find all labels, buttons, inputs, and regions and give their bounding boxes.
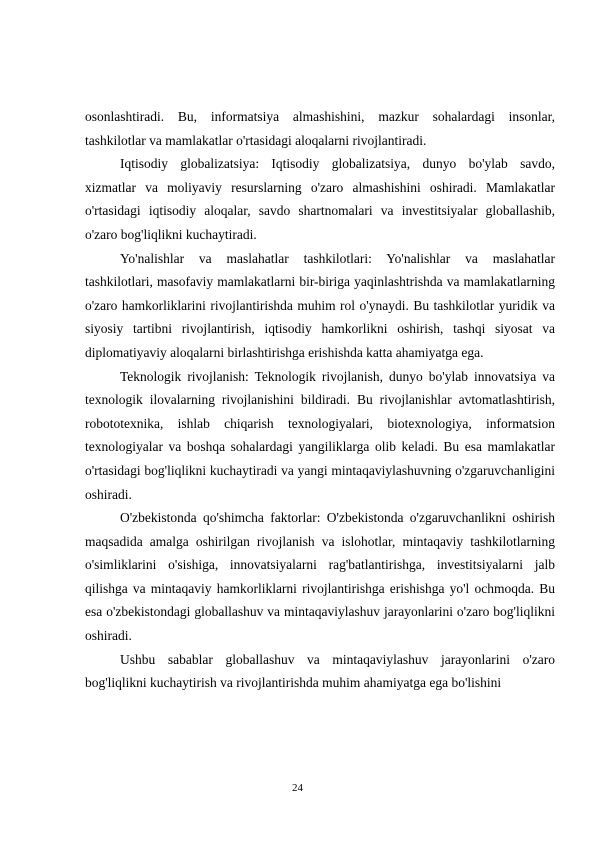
- paragraph-economic-globalization: Iqtisodiy globalizatsiya: Iqtisodiy globalizatsiya, dunyo bo'ylab savdo, xizmatlar va moliyaviy resurslarning o'zaro almashishini oshiradi. Mamlakatlar o'rtasidagi iqtisodiy aloqalar, savdo shartnomalari va investitsiyalar globallashib, o'zaro bog'liqlikni kuchaytiradi.: [85, 156, 555, 242]
- page-number: 24: [292, 782, 303, 794]
- paragraph-advisory-organizations: Yo'nalishlar va maslahatlar tashkilotlari: Yo'nalishlar va maslahatlar tashkilotlari, masofaviy mamlakatlarni bir-biriga yaqinlashtrishda va mamlakatlarning o'zaro hamkorliklarini rivojlantirishda muhim rol o'ynaydi. Bu tashkilotlar yuridik va siyosiy tartibni rivojlantirish, iqtisodiy hamkorlikni oshirish, tashqi siyosat va diplomatiyaviy aloqalarni birlashtirishga erishishda katta ahamiyatga ega.: [85, 250, 555, 360]
- document-page: [85, 105, 555, 695]
- paragraph-continuation: osonlashtiradi. Bu, informatsiya almashishini, mazkur sohalardagi insonlar, tashkilotlar va mamlakatlar o'rtasidagi aloqalarni rivojlantiradi.: [85, 109, 555, 148]
- paragraph-technological-development: Teknologik rivojlanish: Teknologik rivojlanish, dunyo bo'ylab innovatsiya va texnologik ilovalarning rivojlanishini bildiradi. Bu rivojlanishlar avtomatlashtirish, robototexnika, ishlab chiqarish texnologiyalari, biotexnologiya, informatsion texnologiyalar va boshqa sohalardagi yangiliklarga olib keladi. Bu esa mamlakatlar o'rtasidagi bog'liqlikni kuchaytiradi va yangi mintaqaviylashuvning o'zgaruvchanligini oshiradi.: [85, 368, 555, 502]
- paragraph-uzbekistan-factors: O'zbekistonda qo'shimcha faktorlar: O'zbekistonda o'zgaruvchanlikni oshirish maqsadida amalga oshirilgan rivojlanish va islohotlar, mintaqaviy tashkilotlarning o'simliklarini o'sishiga, innovatsiyalarni rag'batlantirishga, investitsiyalarni jalb qilishga va mintaqaviy hamkorliklarni rivojlantirishga erishishga yo'l ochmoqda. Bu esa o'zbekistondagi globallashuv va mintaqaviylashuv jarayonlarini o'zaro bog'liqlikni oshiradi.: [85, 510, 555, 644]
- paragraph-conclusion: Ushbu sabablar globallashuv va mintaqaviylashuv jarayonlarini o'zaro bog'liqlikni kuchaytirish va rivojlantirishda muhim ahamiyatga ega bo'lishini: [85, 651, 555, 691]
